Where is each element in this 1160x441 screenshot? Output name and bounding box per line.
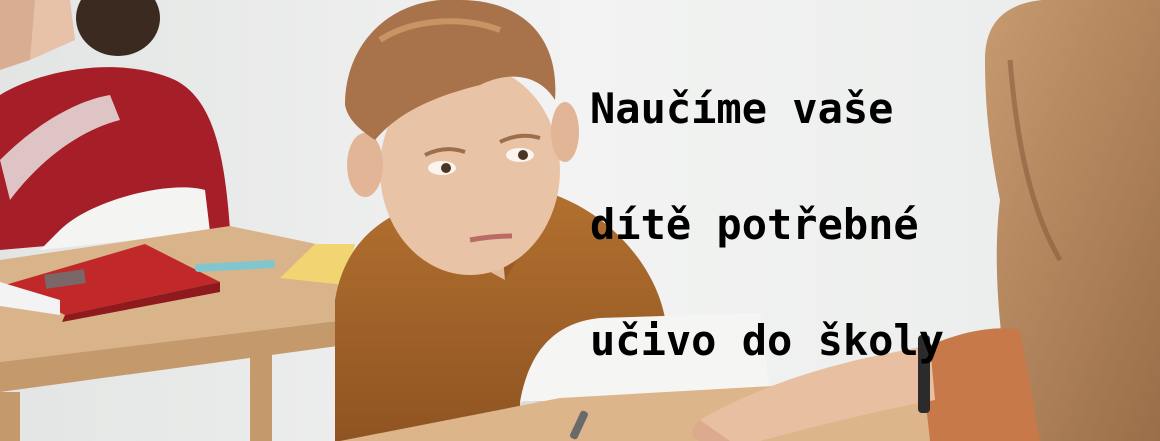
headline [590,22,1010,428]
headline-line: dítě potřebné [590,200,919,249]
headline-line: Naučíme vaše [590,84,894,133]
headline-line: učivo do školy [590,316,945,365]
